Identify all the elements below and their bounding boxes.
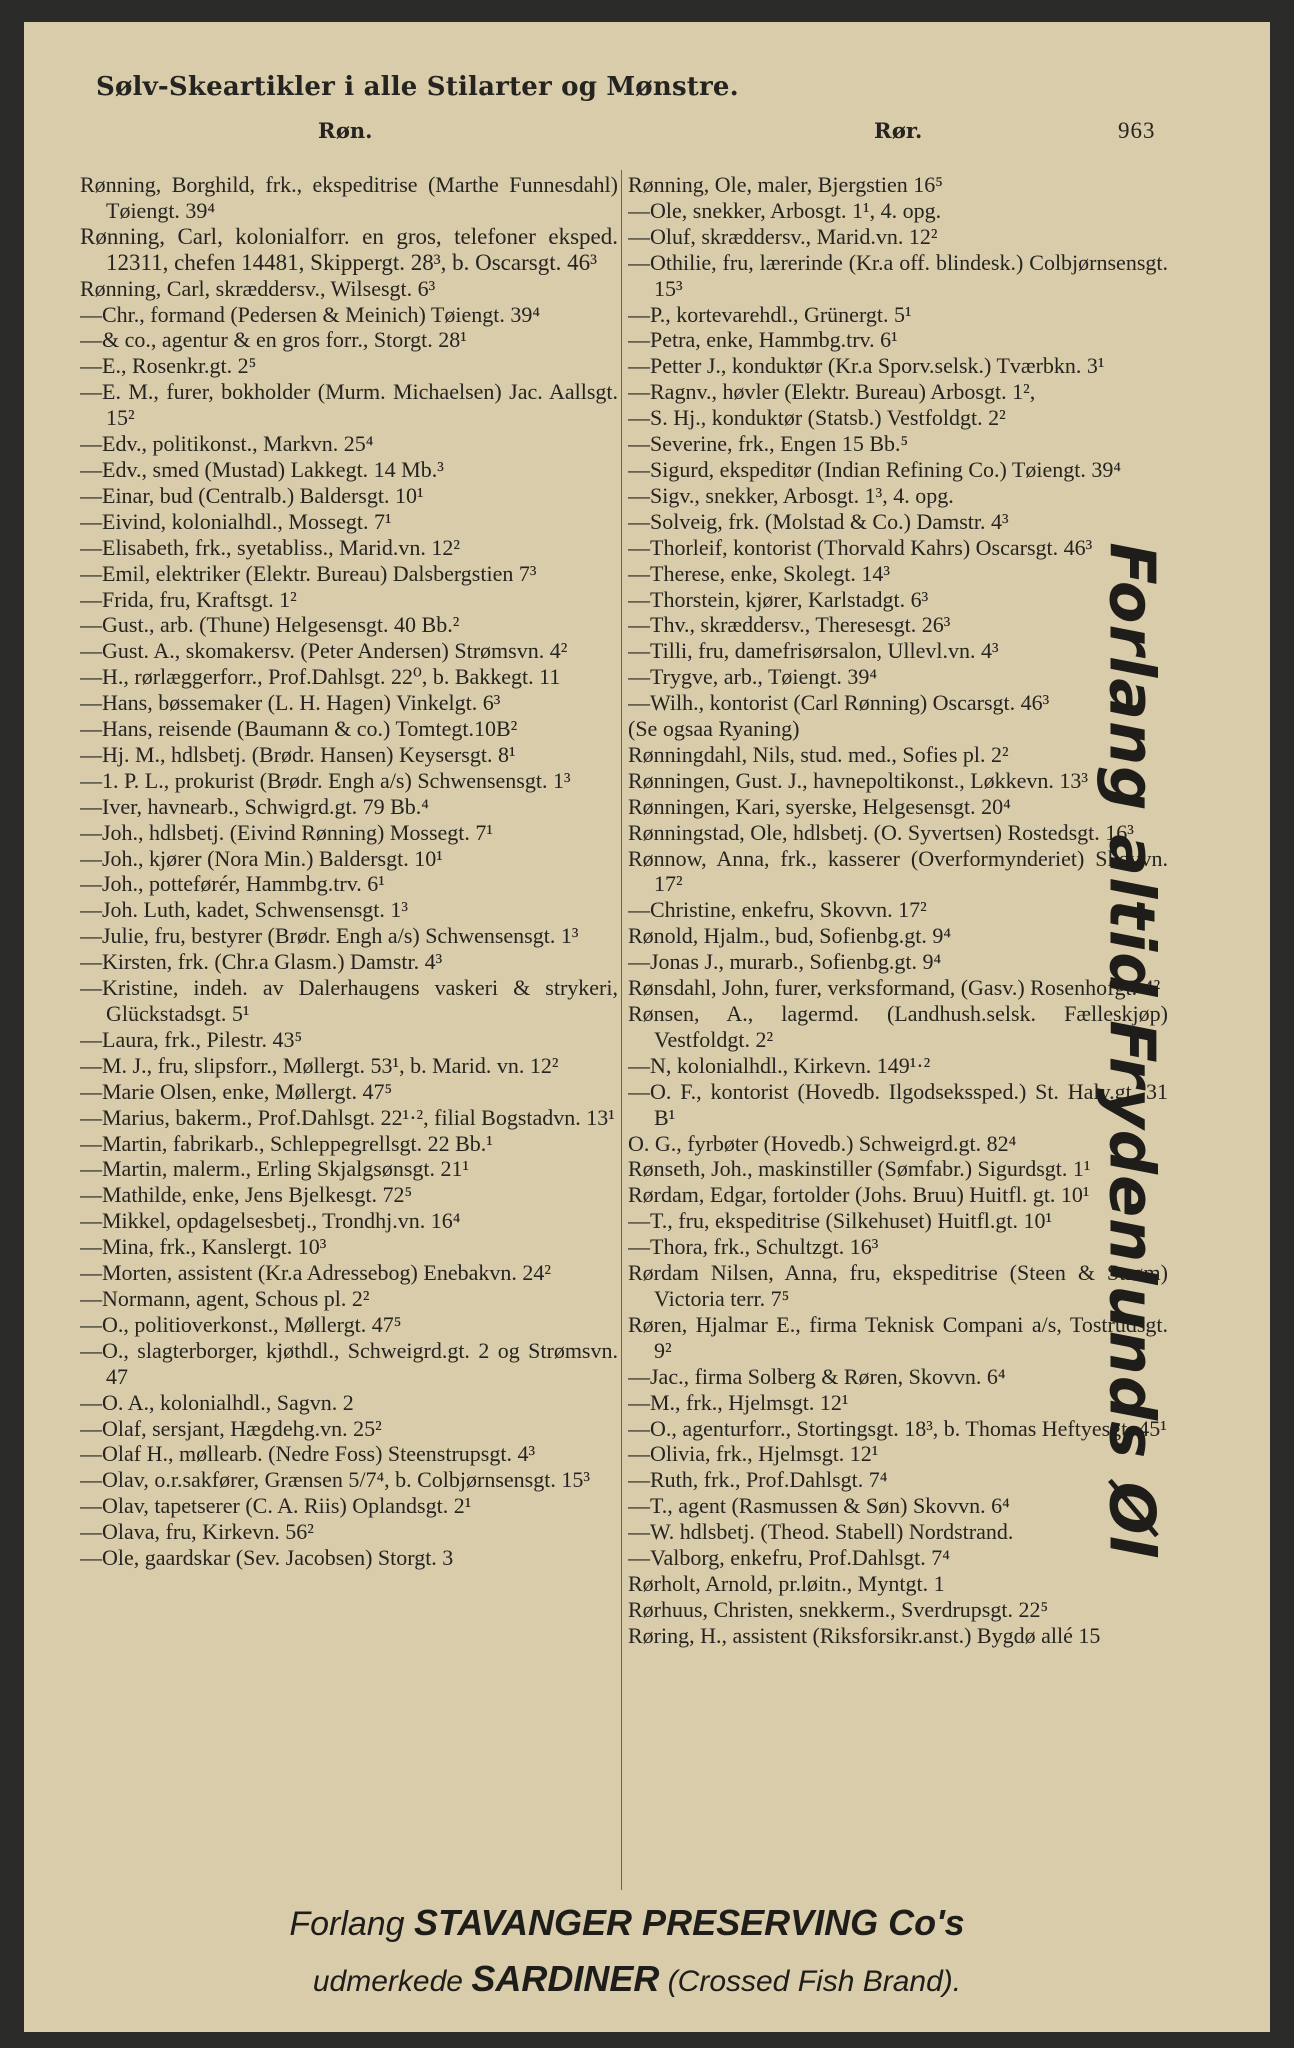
directory-entry: —E. M., furer, bokholder (Murm. Michaelsen) Jac. Aallsgt. 15²: [80, 379, 618, 431]
bottom-ad-prefix-2: udmerkede: [312, 1965, 463, 1998]
directory-entry: Rørdam Nilsen, Anna, fru, ekspeditrise (Steen & Strøm) Victoria terr. 7⁵: [628, 1260, 1168, 1311]
side-advertisement-text: Forlang altid Frydenlunds Øl: [1095, 542, 1169, 1558]
directory-entry: —Olav, tapetserer (C. A. Riis) Oplandsgt. 2¹: [80, 1493, 472, 1519]
directory-entry: Rønningen, Kari, syerske, Helgesensgt. 20⁴: [628, 793, 1011, 819]
directory-entry: Rønsen, A., lagermd. (Landhush.selsk. Fælleskjøp) Vestfoldgt. 2²: [628, 1001, 1168, 1052]
directory-entry: —M., frk., Hjelmsgt. 12¹: [628, 1389, 849, 1415]
directory-entry: —& co., agentur & en gros forr., Storgt. 28¹: [80, 327, 467, 353]
directory-entry: —Edv., smed (Mustad) Lakkegt. 14 Mb.³: [80, 456, 444, 482]
directory-entry: —Joh. Luth, kadet, Schwensensgt. 1³: [80, 897, 409, 923]
directory-entry: —O. A., kolonialhdl., Sagvn. 2: [80, 1389, 354, 1415]
directory-entry: —T., fru, ekspeditrise (Silkehuset) Huitfl.gt. 10¹: [628, 1208, 1053, 1234]
bottom-ad-line-1: [24, 1902, 1270, 1944]
directory-entry: —Morten, assistent (Kr.a Adressebog) Enebakvn. 24²: [80, 1260, 551, 1286]
right-guide-word: Rør.: [874, 118, 923, 143]
directory-entry: —Kristine, indeh. av Dalerhaugens vaskeri & strykeri, Glückstadsgt. 5¹: [80, 975, 618, 1026]
directory-entry: —Ole, snekker, Arbosgt. 1¹, 4. opg.: [628, 197, 942, 223]
directory-entry: —Martin, malerm., Erling Skjalgsønsgt. 21¹: [80, 1156, 470, 1182]
directory-entry: —Thorstein, kjører, Karlstadgt. 6³: [628, 586, 929, 612]
directory-entry: (Se ogsaa Ryaning): [628, 716, 800, 742]
directory-entry: —Martin, fabrikarb., Schleppegrellsgt. 22 Bb.¹: [80, 1130, 493, 1156]
column-divider: [621, 170, 622, 1890]
directory-entry: —N, kolonialhdl., Kirkevn. 149¹·²: [628, 1052, 931, 1078]
directory-entry: —Olava, fru, Kirkevn. 56²: [80, 1519, 314, 1545]
directory-entry: —Wilh., kontorist (Carl Rønning) Oscarsgt. 46³: [628, 690, 1050, 716]
bottom-ad-line-2: [24, 1958, 1270, 2000]
directory-entry: —O. F., kontorist (Hovedb. Ilgodsekssped.) St. Halv.gt. 31 B¹: [628, 1078, 1168, 1130]
directory-entry: —Edv., politikonst., Markvn. 25⁴: [80, 431, 374, 457]
bottom-ad-brand: STAVANGER PRESERVING Co's: [414, 1902, 965, 1943]
directory-entry: —Jac., firma Solberg & Røren, Skovvn. 6⁴: [628, 1363, 1006, 1389]
directory-entry: Rønnow, Anna, frk., kasserer (Overformynderiet) Skovvn. 17²: [628, 845, 1168, 897]
directory-entry: —O., politioverkonst., Møllergt. 47⁵: [80, 1311, 402, 1337]
directory-entry: Rørdam, Edgar, fortolder (Johs. Bruu) Huitfl. gt. 10¹: [628, 1182, 1090, 1208]
directory-entry: —Ole, gaardskar (Sev. Jacobsen) Storgt. 3: [80, 1545, 454, 1571]
directory-entry: —Laura, frk., Pilestr. 43⁵: [80, 1026, 303, 1052]
directory-entry: —Gust. A., skomakersv. (Peter Andersen) Strømsvn. 4²: [80, 638, 568, 664]
directory-entry: —Mathilde, enke, Jens Bjelkesgt. 72⁵: [80, 1182, 413, 1208]
right-column-listings: [628, 172, 1168, 1892]
directory-entry: —Joh., potteførér, Hammbg.trv. 6¹: [80, 871, 385, 897]
directory-entry: Rønning, Carl, kolonialforr. en gros, telefoner eksped. 12311, chefen 14481, Skippergt. 28³, b. Oscarsgt. 46³: [80, 223, 618, 275]
directory-entry: Rønseth, Joh., maskinstiller (Sømfabr.) Sigurdsgt. 1¹: [628, 1156, 1091, 1182]
directory-entry: —Mikkel, opdagelsesbetj., Trondhj.vn. 16⁴: [80, 1208, 461, 1234]
directory-entry: —Elisabeth, frk., syetabliss., Marid.vn. 12²: [80, 534, 460, 560]
directory-entry: Rønning, Carl, skræddersv., Wilsesgt. 6³: [80, 275, 436, 301]
directory-entry: —O., slagterborger, kjøthdl., Schweigrd.gt. 2 og Strømsvn. 47: [80, 1337, 618, 1389]
directory-entry: Rønningdahl, Nils, stud. med., Sofies pl. 2²: [628, 741, 1009, 767]
directory-entry: —Sigurd, ekspeditør (Indian Refining Co.) Tøiengt. 39⁴: [628, 456, 1122, 482]
directory-entry: —Joh., hdlsbetj. (Eivind Rønning) Mossegt. 7¹: [80, 819, 493, 845]
directory-entry: Rønningstad, Ole, hdlsbetj. (O. Syvertsen) Rostedsgt. 16³: [628, 819, 1134, 845]
directory-entry: —Christine, enkefru, Skovvn. 17²: [628, 897, 927, 923]
page-number: 963: [1118, 118, 1156, 143]
directory-entry: —Emil, elektriker (Elektr. Bureau) Dalsbergstien 7³: [80, 560, 537, 586]
directory-entry: —Olaf, sersjant, Hægdehg.vn. 25²: [80, 1415, 382, 1441]
directory-entry: —Petter J., konduktør (Kr.a Sporv.selsk.) Tværbkn. 3¹: [628, 353, 1105, 379]
directory-entry: —Therese, enke, Skolegt. 14³: [628, 560, 890, 586]
directory-entry: —S. Hj., konduktør (Statsb.) Vestfoldgt. 2²: [628, 405, 1006, 431]
top-advertisement-banner: Sølv-Skeartikler i alle Stilarter og Mønstre.: [96, 72, 739, 102]
left-guide-word: Røn.: [318, 118, 373, 143]
directory-entry: —Ragnv., høvler (Elektr. Bureau) Arbosgt. 1²,: [628, 379, 1036, 405]
directory-entry: —Julie, fru, bestyrer (Brødr. Engh a/s) Schwensensgt. 1³: [80, 923, 579, 949]
directory-entry: —Jonas J., murarb., Sofienbg.gt. 9⁴: [628, 949, 942, 975]
directory-entry: —Frida, fru, Kraftsgt. 1²: [80, 586, 297, 612]
directory-entry: —Hans, bøssemaker (L. H. Hagen) Vinkelgt. 6³: [80, 690, 501, 716]
directory-entry: Rønsdahl, John, furer, verksformand, (Gasv.) Rosenhofgt. 4²: [628, 975, 1161, 1001]
directory-entry: —Normann, agent, Schous pl. 2²: [80, 1285, 370, 1311]
directory-entry: —Severine, frk., Engen 15 Bb.⁵: [628, 431, 909, 457]
directory-entry: —Kirsten, frk. (Chr.a Glasm.) Damstr. 4³: [80, 949, 443, 975]
directory-entry: —Olaf H., møllearb. (Nedre Foss) Steenstrupsgt. 4³: [80, 1441, 536, 1467]
directory-entry: —W. hdlsbetj. (Theod. Stabell) Nordstrand.: [628, 1519, 1014, 1545]
directory-entry: —Iver, havnearb., Schwigrd.gt. 79 Bb.⁴: [80, 793, 429, 819]
directory-entry: —Othilie, fru, lærerinde (Kr.a off. blindesk.) Colbjørnsensgt. 15³: [628, 249, 1168, 301]
directory-entry: —O., agenturforr., Stortingsgt. 18³, b. Thomas Heftyesgt. 45¹: [628, 1415, 1167, 1441]
directory-entry: Rønning, Ole, maler, Bjergstien 16⁵: [628, 172, 943, 197]
bottom-ad-product: SARDINER: [471, 1958, 660, 1999]
directory-entry: —Eivind, kolonialhdl., Mossegt. 7¹: [80, 508, 392, 534]
directory-entry: —Sigv., snekker, Arbosgt. 1³, 4. opg.: [628, 482, 954, 508]
directory-entry: —Marius, bakerm., Prof.Dahlsgt. 22¹·², filial Bogstadvn. 13¹: [80, 1104, 615, 1130]
directory-entry: —P., kortevarehdl., Grünergt. 5¹: [628, 301, 912, 327]
directory-entry: Rønningen, Gust. J., havnepoltikonst., Løkkevn. 13³: [628, 767, 1089, 793]
directory-entry: —Hj. M., hdlsbetj. (Brødr. Hansen) Keysersgt. 8¹: [80, 741, 516, 767]
directory-entry: —1. P. L., prokurist (Brødr. Engh a/s) Schwensensgt. 1³: [80, 767, 571, 793]
directory-entry: —Chr., formand (Pedersen & Meinich) Tøiengt. 39⁴: [80, 301, 541, 327]
directory-entry: Rørholt, Arnold, pr.løitn., Myntgt. 1: [628, 1570, 945, 1596]
directory-entry: —Oluf, skræddersv., Marid.vn. 12²: [628, 223, 938, 249]
directory-entry: O. G., fyrbøter (Hovedb.) Schweigrd.gt. 82⁴: [628, 1130, 1017, 1156]
directory-entry: —Ruth, frk., Prof.Dahlsgt. 7⁴: [628, 1467, 888, 1493]
directory-entry: —Petra, enke, Hammbg.trv. 6¹: [628, 327, 898, 353]
directory-entry: —M. J., fru, slipsforr., Møllergt. 53¹, b. Marid. vn. 12²: [80, 1052, 559, 1078]
directory-entry: —Joh., kjører (Nora Min.) Baldersgt. 10¹: [80, 845, 443, 871]
directory-entry: —Solveig, frk. (Molstad & Co.) Damstr. 4³: [628, 508, 1009, 534]
directory-entry: —Trygve, arb., Tøiengt. 39⁴: [628, 664, 878, 690]
directory-entry: —Einar, bud (Centralb.) Baldersgt. 10¹: [80, 482, 424, 508]
left-column-listings: [80, 172, 618, 1892]
directory-entry: Røren, Hjalmar E., firma Teknisk Compani a/s, Tostrudsgt. 9²: [628, 1311, 1168, 1363]
directory-entry: —Olav, o.r.sakfører, Grænsen 5/7⁴, b. Colbjørnsensgt. 15³: [80, 1467, 590, 1493]
directory-page: [24, 22, 1270, 2032]
directory-entry: Rønold, Hjalm., bud, Sofienbg.gt. 9⁴: [628, 923, 951, 949]
bottom-ad-prefix: Forlang: [289, 1905, 405, 1943]
directory-entry: —Gust., arb. (Thune) Helgesensgt. 40 Bb.²: [80, 612, 460, 638]
directory-entry: —H., rørlæggerforr., Prof.Dahlsgt. 22⁰, b. Bakkegt. 11: [80, 664, 561, 690]
directory-entry: —Olivia, frk., Hjelmsgt. 12¹: [628, 1441, 879, 1467]
directory-entry: —Thora, frk., Schultzgt. 16³: [628, 1234, 879, 1260]
directory-entry: —Hans, reisende (Baumann & co.) Tomtegt.10B²: [80, 716, 518, 742]
directory-entry: —Tilli, fru, damefrisørsalon, Ullevl.vn. 4³: [628, 638, 999, 664]
directory-entry: —Thv., skræddersv., Theresesgt. 26³: [628, 612, 951, 638]
directory-entry: Røring, H., assistent (Riksforsikr.anst.) Bygdø allé 15: [628, 1622, 1101, 1648]
bottom-advertisement: [24, 1902, 1270, 2000]
directory-entry: —Thorleif, kontorist (Thorvald Kahrs) Oscarsgt. 46³: [628, 534, 1093, 560]
directory-entry: —E., Rosenkr.gt. 2⁵: [80, 353, 257, 379]
directory-entry: —Valborg, enkefru, Prof.Dahlsgt. 7⁴: [628, 1545, 950, 1571]
bottom-ad-suffix: (Crossed Fish Brand).: [667, 1965, 962, 1998]
directory-entry: —T., agent (Rasmussen & Søn) Skovvn. 6⁴: [628, 1493, 1010, 1519]
directory-entry: Rønning, Borghild, frk., ekspeditrise (Marthe Funnesdahl) Tøiengt. 39⁴: [80, 172, 618, 223]
directory-entry: Rørhuus, Christen, snekkerm., Sverdrupsgt. 22⁵: [628, 1596, 1049, 1622]
directory-entry: —Mina, frk., Kanslergt. 10³: [80, 1234, 327, 1260]
directory-entry: —Marie Olsen, enke, Møllergt. 47⁵: [80, 1078, 393, 1104]
